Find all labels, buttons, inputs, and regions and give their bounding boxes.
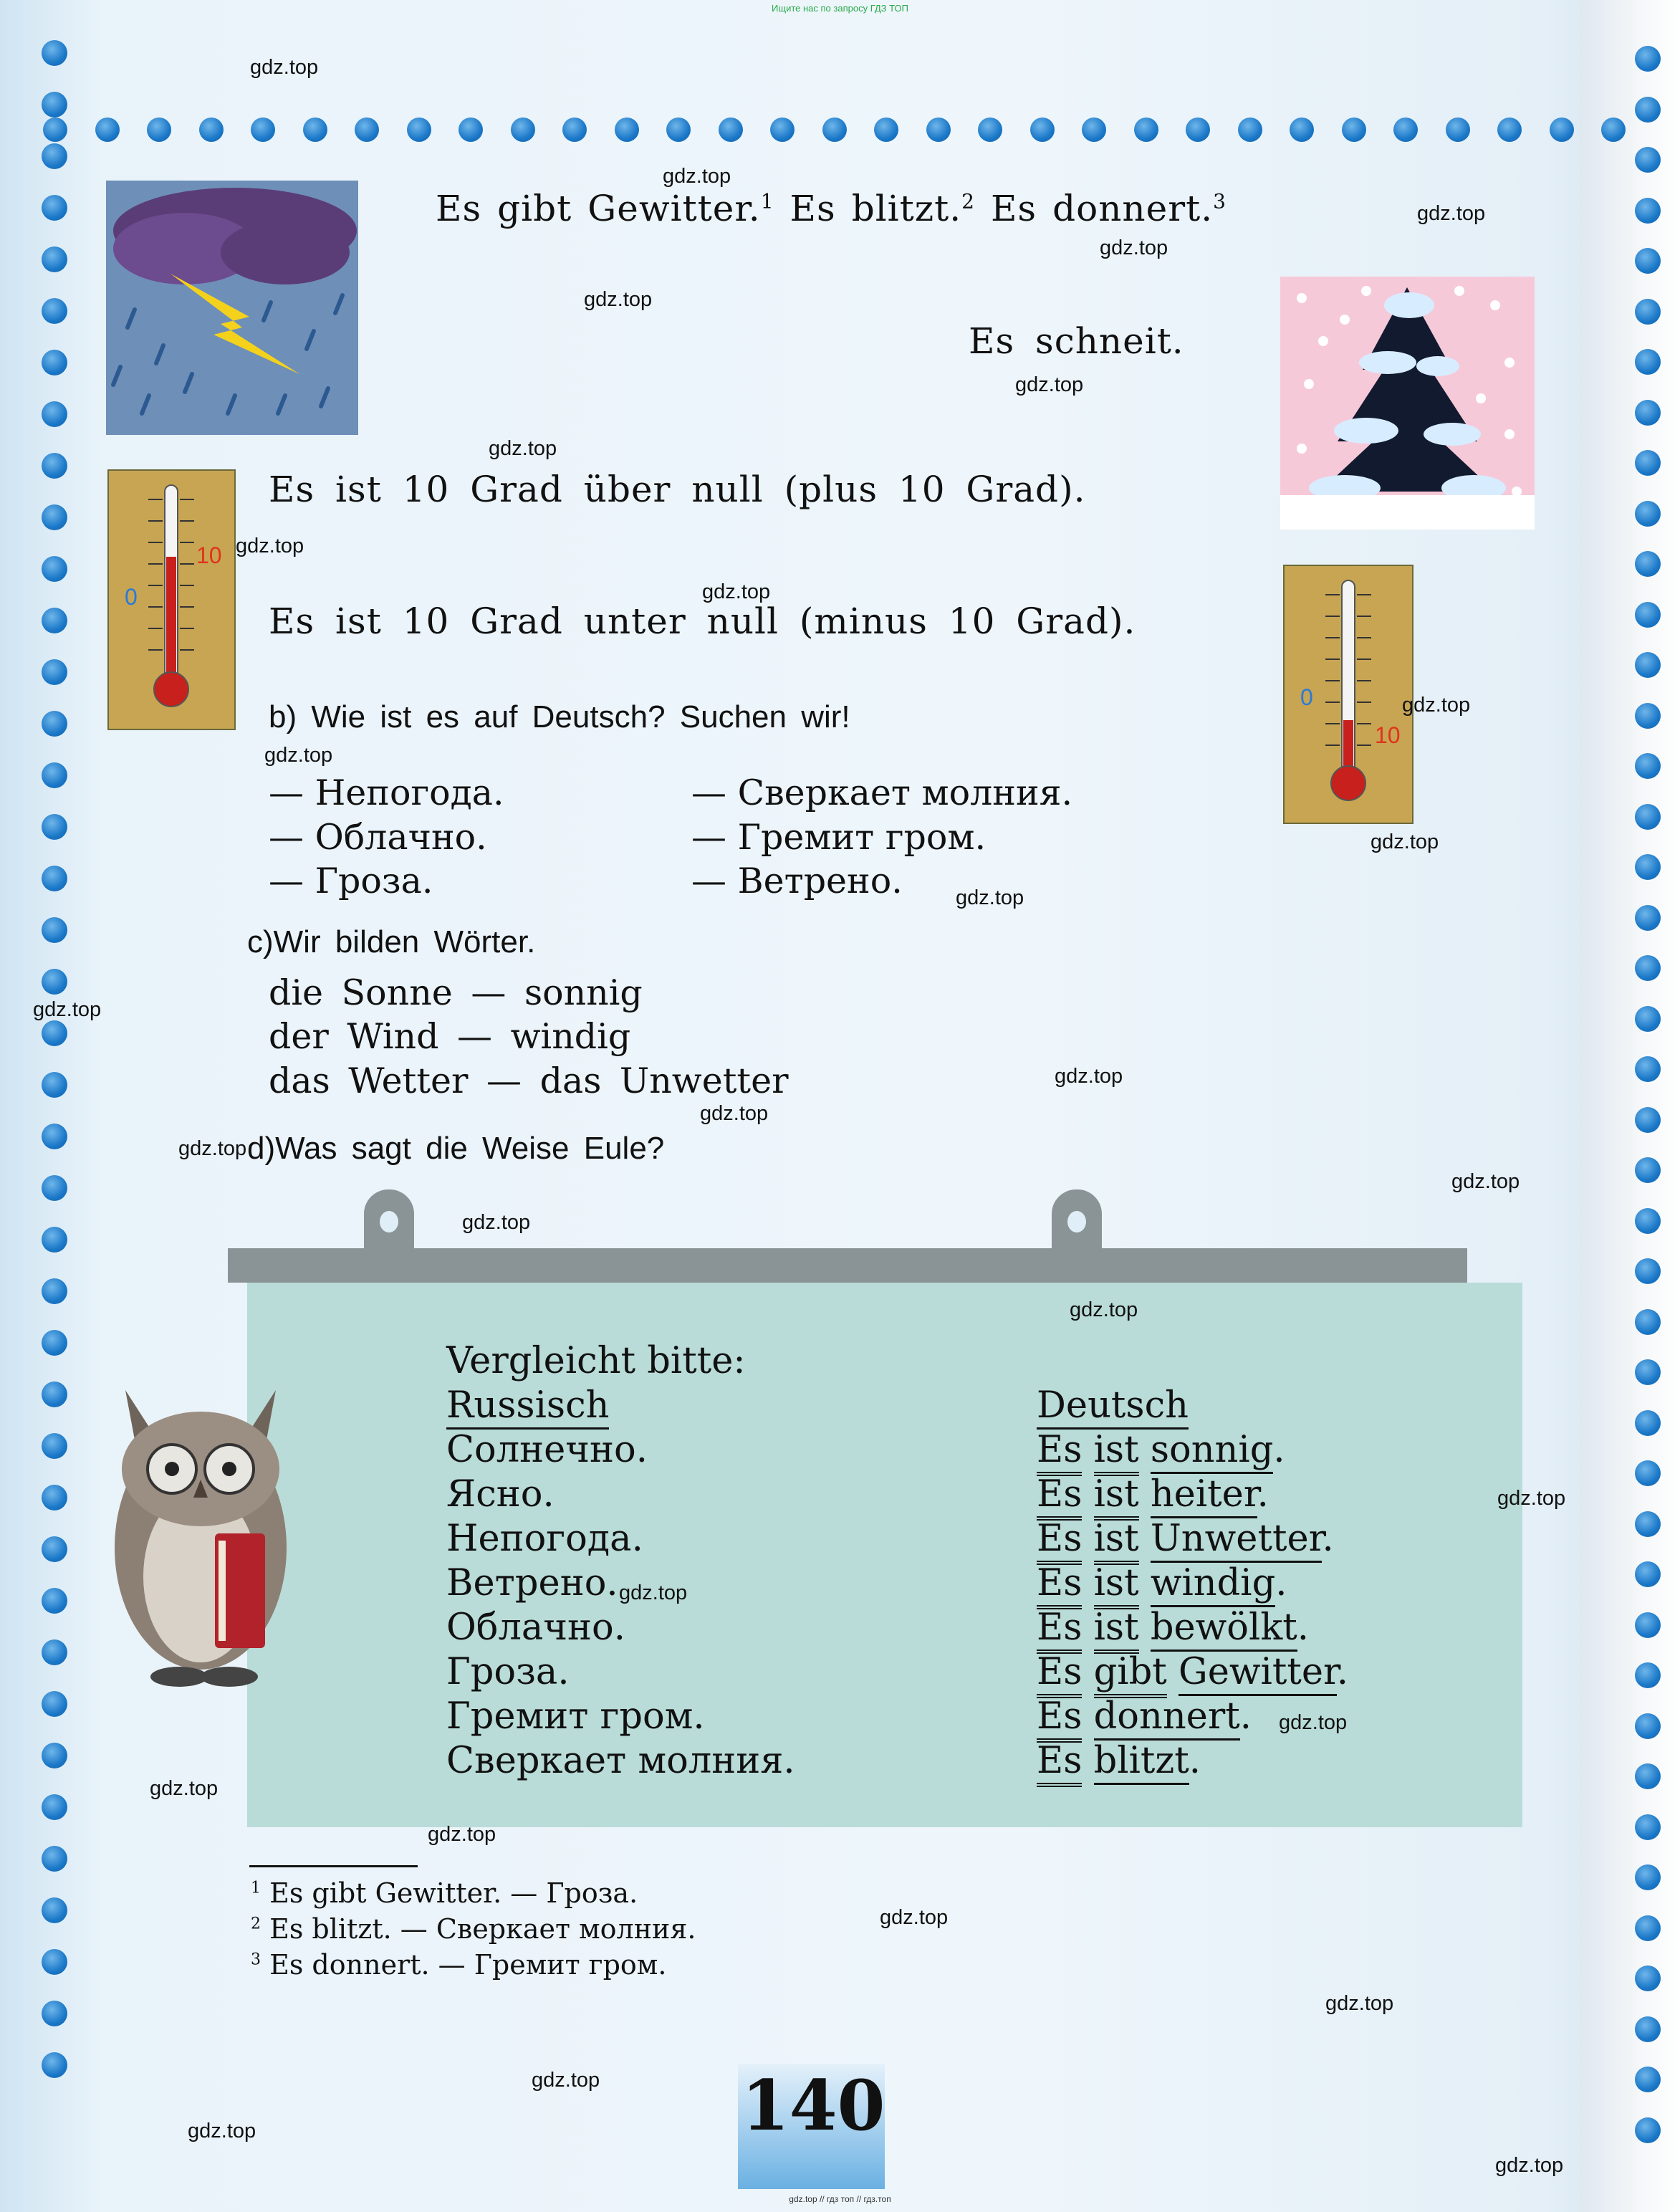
border-dot — [42, 40, 67, 66]
border-dot — [1635, 349, 1661, 375]
subject-word: Es — [1037, 1562, 1082, 1609]
punctuation: . — [1336, 1651, 1349, 1693]
border-dot — [42, 401, 67, 427]
border-dot — [43, 118, 67, 142]
board-hook-hole — [1067, 1211, 1086, 1232]
word-formation-row: das Wetter — das Unwetter — [269, 1060, 789, 1101]
punctuation: . — [1239, 1695, 1252, 1738]
board-hook-hole — [380, 1211, 398, 1232]
border-dot — [42, 1330, 67, 1356]
predicate-word: windig — [1151, 1562, 1275, 1607]
border-dot — [42, 1020, 67, 1046]
border-dot — [1635, 299, 1661, 325]
border-dot — [42, 195, 67, 221]
word-formation-row: die Sonne — sonnig — [269, 972, 643, 1013]
border-dot — [1635, 97, 1661, 123]
predicate-word: blitzt — [1094, 1740, 1189, 1785]
german-phrase — [1037, 1607, 1309, 1649]
border-dot — [147, 118, 171, 142]
watermark-text: gdz.top — [1015, 373, 1084, 396]
border-dot — [42, 1536, 67, 1562]
german-phrase — [1037, 1473, 1269, 1516]
watermark-text: gdz.top — [236, 535, 304, 557]
border-dot — [42, 1175, 67, 1201]
border-dot — [978, 118, 1002, 142]
border-dot — [1186, 118, 1210, 142]
border-dot — [407, 118, 431, 142]
border-dot — [1635, 400, 1661, 426]
border-dot — [42, 608, 67, 633]
punctuation: . — [1189, 1740, 1201, 1782]
watermark-text: gdz.top — [1100, 236, 1168, 259]
border-dot — [42, 1382, 67, 1407]
border-dot — [1635, 1309, 1661, 1335]
thermo-ten-label: 10 — [1375, 722, 1401, 748]
subject-word: Es — [1037, 1695, 1082, 1743]
border-dot — [42, 1639, 67, 1665]
owl-illustration — [72, 1361, 330, 1698]
german-phrase — [1037, 1651, 1348, 1693]
border-dot — [42, 350, 67, 375]
board-rail — [228, 1248, 1467, 1283]
watermark-text: gdz.top — [956, 886, 1024, 909]
border-dot — [1635, 955, 1661, 981]
border-dot — [1134, 118, 1158, 142]
subject-word: Es — [1037, 1518, 1082, 1565]
border-dot — [1635, 1410, 1661, 1436]
border-dot — [1635, 854, 1661, 880]
russian-phrase: Непогода. — [446, 1518, 643, 1560]
border-dot — [1635, 2117, 1661, 2143]
predicate-word: Gewitter — [1179, 1651, 1337, 1696]
border-dot — [822, 118, 847, 142]
watermark-text: gdz.top — [150, 1777, 219, 1800]
border-dot — [42, 1794, 67, 1820]
predicate-word: donnert — [1094, 1695, 1240, 1741]
border-dot — [42, 659, 67, 685]
board-title: Vergleicht bitte: — [446, 1340, 746, 1382]
watermark-text: gdz.top — [1417, 202, 1486, 225]
border-dot — [1635, 1460, 1661, 1486]
border-dot — [355, 118, 379, 142]
page-fold — [1580, 0, 1680, 2212]
border-dot — [615, 118, 639, 142]
border-dot — [1635, 1107, 1661, 1133]
verb-word: ist — [1094, 1607, 1139, 1654]
border-dot — [926, 118, 951, 142]
border-dot — [1635, 753, 1661, 779]
border-dot — [42, 711, 67, 737]
border-dot — [1635, 1713, 1661, 1739]
border-dot — [42, 917, 67, 943]
watermark-text: gdz.top — [584, 288, 653, 311]
german-phrase — [1037, 1740, 1201, 1782]
border-dot — [1635, 248, 1661, 274]
punctuation: . — [1297, 1607, 1309, 1649]
section-b-left-item: — Непогода. — [269, 772, 504, 813]
punctuation: . — [1322, 1518, 1334, 1560]
thermo-zero-label: 0 — [125, 584, 138, 610]
border-dot — [1393, 118, 1418, 142]
subject-word: Es — [1037, 1740, 1082, 1787]
watermark-text: gdz.top — [489, 437, 557, 460]
border-dot — [1635, 1208, 1661, 1234]
border-dot — [719, 118, 743, 142]
minus-temperature-phrase: Es ist 10 Grad unter null (minus 10 Grad). — [269, 600, 1136, 642]
russian-phrase: Гроза. — [446, 1651, 570, 1693]
verb-word: ist — [1094, 1518, 1139, 1565]
watermark-text: gdz.top — [702, 580, 771, 603]
watermark-text: gdz.top — [264, 744, 333, 767]
border-dot — [42, 1897, 67, 1923]
border-dot — [42, 969, 67, 995]
predicate-word: sonnig — [1151, 1429, 1274, 1474]
predicate-word: bewölkt — [1151, 1607, 1297, 1652]
plus-temperature-phrase: Es ist 10 Grad über null (plus 10 Grad). — [269, 469, 1086, 510]
snow-phrase: Es schneit. — [969, 320, 1184, 362]
footnote-2: $^2$ Es blitzt. — Сверкает молния. — [251, 1913, 696, 1945]
border-dot — [1635, 2067, 1661, 2092]
border-dot — [42, 1124, 67, 1149]
border-dot — [42, 1949, 67, 1975]
watermark-text: gdz.top — [880, 1906, 949, 1929]
watermark-text: gdz.top — [1497, 1487, 1566, 1510]
border-dot — [42, 1433, 67, 1459]
border-dot — [303, 118, 327, 142]
border-dot — [1635, 147, 1661, 173]
watermark-text: gdz.top — [1325, 1992, 1394, 2015]
predicate-word: heiter — [1151, 1473, 1257, 1518]
border-dot — [42, 762, 67, 788]
watermark-text: gdz.top — [663, 165, 731, 188]
verb-word: ist — [1094, 1429, 1139, 1476]
border-dot — [1601, 118, 1626, 142]
watermark-text: gdz.top — [700, 1102, 769, 1125]
section-c-heading: c)Wir bilden Wörter. — [247, 924, 536, 959]
footnote-1: $^1$ Es gibt Gewitter. — Гроза. — [251, 1877, 638, 1909]
section-b-right-item: — Ветрено. — [691, 861, 903, 901]
border-dot — [1635, 1864, 1661, 1890]
section-b-right-item: — Гремит гром. — [691, 817, 987, 858]
watermark-text: gdz.top — [188, 2120, 256, 2142]
border-dot — [42, 246, 67, 272]
subject-word: Es — [1037, 1473, 1082, 1521]
watermark-text: gdz.top — [1495, 2154, 1564, 2177]
border-dot — [1635, 652, 1661, 678]
watermark-text: gdz.top — [250, 56, 319, 79]
watermark-text: gdz.top — [462, 1211, 531, 1234]
border-dot — [42, 1691, 67, 1717]
border-dot — [42, 1588, 67, 1614]
russian-phrase: Ясно. — [446, 1473, 555, 1516]
section-b-right-item: — Сверкает молния. — [691, 772, 1073, 813]
border-dot — [770, 118, 795, 142]
border-dot — [1635, 804, 1661, 830]
watermark-text: gdz.top — [1070, 1298, 1138, 1321]
border-dot — [1635, 1561, 1661, 1587]
watermark-text: gdz.top — [178, 1137, 247, 1160]
thunderstorm-image — [106, 181, 358, 435]
border-dot — [511, 118, 535, 142]
border-dot — [42, 143, 67, 169]
border-dot — [42, 2001, 67, 2026]
border-dot — [1635, 1006, 1661, 1032]
russian-phrase: Облачно. — [446, 1607, 625, 1649]
border-dot — [1635, 450, 1661, 476]
border-dot — [1635, 501, 1661, 527]
verb-word: ist — [1094, 1473, 1139, 1521]
thermometer-minus-image — [1283, 565, 1413, 824]
border-dot — [459, 118, 483, 142]
thermo-zero-label: 0 — [1300, 684, 1313, 710]
border-dot — [42, 298, 67, 324]
border-dot — [42, 866, 67, 891]
border-dot — [1635, 1612, 1661, 1638]
border-dot — [1635, 46, 1661, 72]
border-dot — [42, 92, 67, 118]
border-dot — [562, 118, 587, 142]
word-formation-row: der Wind — windig — [269, 1016, 631, 1057]
border-dot — [1635, 1258, 1661, 1284]
border-dot — [1635, 198, 1661, 224]
section-b-left-item: — Гроза. — [269, 861, 433, 901]
watermark-text: gdz.top — [33, 998, 102, 1021]
section-b-left-item: — Облачно. — [269, 817, 487, 858]
russian-phrase: Гремит гром. — [446, 1695, 705, 1738]
border-dot — [1635, 1662, 1661, 1688]
border-dot — [1635, 905, 1661, 931]
border-dot — [1446, 118, 1470, 142]
border-dot — [1082, 118, 1106, 142]
border-dot — [1635, 1157, 1661, 1183]
punctuation: . — [1273, 1429, 1285, 1471]
border-dot — [1635, 1814, 1661, 1840]
subject-word: Es — [1037, 1651, 1082, 1698]
border-dot — [251, 118, 275, 142]
border-dot — [1635, 1966, 1661, 1991]
border-dot — [1635, 602, 1661, 628]
footnote-divider — [249, 1865, 418, 1867]
section-b-heading: b) Wie ist es auf Deutsch? Suchen wir! — [269, 699, 850, 734]
border-dot — [1635, 1056, 1661, 1082]
german-phrase — [1037, 1518, 1334, 1560]
border-dot — [1342, 118, 1366, 142]
weather-phrases-line: Es gibt Gewitter.$^1$ Es blitzt.$^2$ Es donnert.$^3$ — [436, 188, 1227, 229]
verb-word: ist — [1094, 1562, 1139, 1609]
watermark-text: gdz.top — [1279, 1711, 1348, 1734]
punctuation: . — [1275, 1562, 1287, 1604]
russian-phrase: Ветрено. — [446, 1562, 618, 1604]
border-dot — [1635, 2016, 1661, 2042]
footnote-3: $^3$ Es donnert. — Гремит гром. — [251, 1949, 667, 1981]
border-dot — [1550, 118, 1574, 142]
thermo-ten-label: 10 — [196, 542, 222, 568]
border-dot — [42, 1846, 67, 1872]
border-dot — [42, 814, 67, 840]
border-dot — [95, 118, 120, 142]
subject-word: Es — [1037, 1607, 1082, 1654]
border-dot — [1030, 118, 1055, 142]
top-banner: Ищите нас по запросу ГДЗ ТОП — [772, 3, 908, 14]
border-dot — [1290, 118, 1314, 142]
punctuation: . — [1257, 1473, 1269, 1516]
border-dot — [42, 2052, 67, 2078]
russian-column-header: Russisch — [446, 1384, 609, 1430]
watermark-text: gdz.top — [1055, 1065, 1123, 1088]
snowy-tree-image — [1280, 277, 1535, 530]
border-dot — [1238, 118, 1262, 142]
watermark-text: gdz.top — [1371, 830, 1439, 853]
border-dot — [1635, 1763, 1661, 1789]
border-dot — [1635, 1359, 1661, 1385]
border-dot — [199, 118, 224, 142]
border-dot — [666, 118, 691, 142]
german-column-header: Deutsch — [1037, 1384, 1189, 1430]
border-dot — [42, 1485, 67, 1510]
border-dot — [874, 118, 898, 142]
border-dot — [42, 504, 67, 530]
german-phrase — [1037, 1562, 1287, 1604]
border-dot — [1635, 1511, 1661, 1537]
watermark-text: gdz.top — [1402, 694, 1471, 717]
border-dot — [1635, 1915, 1661, 1941]
border-dot — [1635, 551, 1661, 577]
watermark-text: gdz.top — [1451, 1170, 1520, 1193]
german-phrase — [1037, 1695, 1252, 1738]
border-dot — [42, 453, 67, 479]
bottom-banner: gdz.top // гдз топ // гдз.топ — [789, 2194, 891, 2204]
watermark-text: gdz.top — [532, 2069, 600, 2092]
border-dot — [42, 1072, 67, 1098]
border-dot — [42, 1743, 67, 1768]
border-dot — [42, 1278, 67, 1304]
russian-phrase: Сверкает молния. — [446, 1740, 795, 1782]
page-number: 140 — [741, 2065, 885, 2146]
subject-word: Es — [1037, 1429, 1082, 1476]
russian-phrase: Солнечно. — [446, 1429, 648, 1471]
border-dot — [42, 1227, 67, 1253]
border-dot — [1497, 118, 1522, 142]
thermometer-plus-image — [107, 469, 236, 730]
watermark-text: gdz.top — [619, 1581, 688, 1604]
border-dot — [1635, 703, 1661, 729]
watermark-text: gdz.top — [428, 1823, 496, 1846]
predicate-word: Unwetter — [1151, 1518, 1323, 1563]
section-d-heading: d)Was sagt die Weise Eule? — [247, 1131, 665, 1166]
border-dot — [42, 556, 67, 582]
german-phrase — [1037, 1429, 1285, 1471]
verb-word: gibt — [1094, 1651, 1167, 1698]
